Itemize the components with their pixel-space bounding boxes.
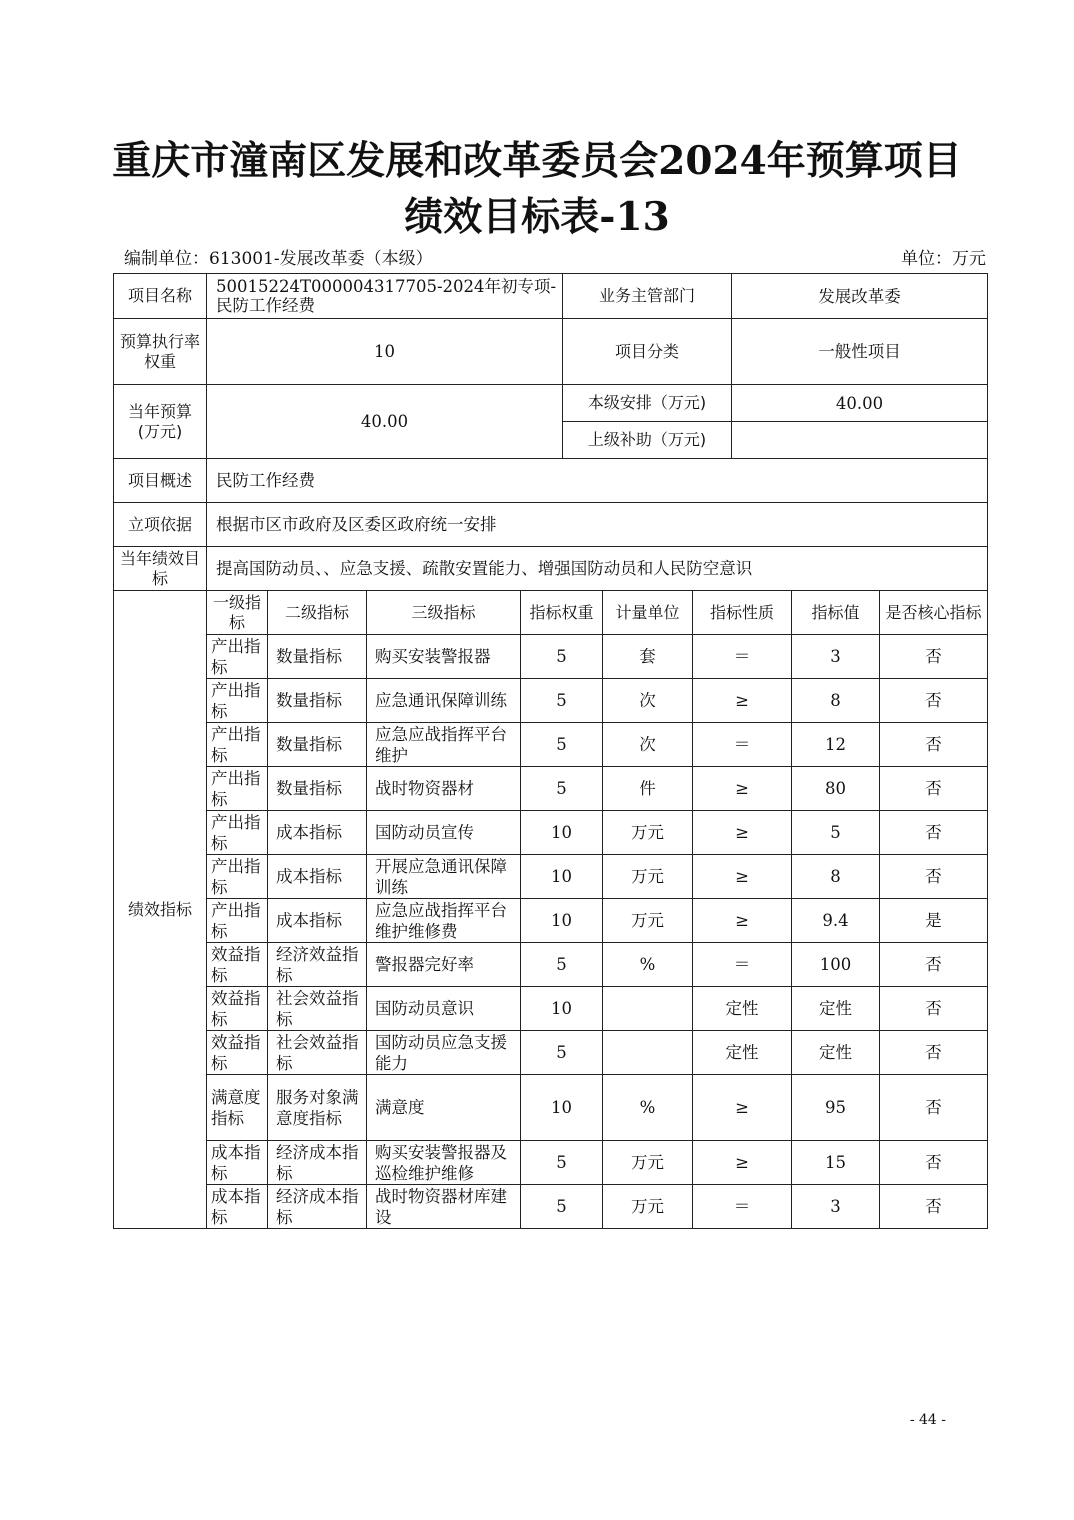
cell-core: 否 [880,855,988,899]
column-header: 指标值 [792,591,880,635]
cell-level2: 成本指标 [268,855,367,899]
cell-value: 8 [792,855,880,899]
cell-weight: 5 [521,1185,603,1229]
cell-unit: 件 [603,767,693,811]
dept-label: 业务主管部门 [563,274,732,319]
cell-level2: 经济成本指标 [268,1141,367,1185]
cell-level1: 产出指标 [207,855,268,899]
project-name-label: 项目名称 [114,274,207,319]
cell-weight: 5 [521,635,603,679]
cell-weight: 10 [521,987,603,1031]
cell-core: 否 [880,1185,988,1229]
cell-weight: 5 [521,1031,603,1075]
cell-level1: 产出指标 [207,899,268,943]
cell-level3: 国防动员应急支援能力 [367,1031,521,1075]
table-row [114,943,988,987]
cell-core: 否 [880,1075,988,1141]
cell-weight: 10 [521,811,603,855]
column-header: 二级指标 [268,591,367,635]
cell-core: 否 [880,987,988,1031]
cell-unit: 万元 [603,899,693,943]
compiling-unit: 编制单位：613001-发展改革委（本级） [124,249,433,269]
cell-weight: 5 [521,1141,603,1185]
cell-core: 否 [880,679,988,723]
cell-unit: 万元 [603,855,693,899]
cell-value: 9.4 [792,899,880,943]
cell-unit: 万元 [603,1185,693,1229]
cell-nature: ≥ [693,1141,792,1185]
cell-level2: 成本指标 [268,899,367,943]
cell-nature: ≥ [693,855,792,899]
cell-level3: 开展应急通讯保障训练 [367,855,521,899]
cell-core: 否 [880,635,988,679]
budget-value: 40.00 [207,385,563,459]
column-header: 计量单位 [603,591,693,635]
cell-nature: ≥ [693,899,792,943]
column-header: 一级指标 [207,591,268,635]
cell-unit: 次 [603,723,693,767]
table-row [114,1185,988,1229]
cell-value: 5 [792,811,880,855]
cell-level2: 经济效益指标 [268,943,367,987]
basis-value: 根据市区市政府及区委区政府统一安排 [207,503,988,547]
cell-level3: 国防动员意识 [367,987,521,1031]
cell-level2: 社会效益指标 [268,987,367,1031]
cell-weight: 5 [521,679,603,723]
cell-weight: 10 [521,1075,603,1141]
cell-weight: 10 [521,855,603,899]
cell-value: 100 [792,943,880,987]
performance-indicators-table [113,590,988,1229]
category-value: 一般性项目 [732,319,988,385]
cell-nature: ≥ [693,1075,792,1141]
cell-core: 否 [880,767,988,811]
cell-level3: 购买安装警报器 [367,635,521,679]
cell-core: 否 [880,1031,988,1075]
upper-subsidy-label: 上级补助（万元) [563,422,732,459]
cell-value: 3 [792,1185,880,1229]
column-header: 是否核心指标 [880,591,988,635]
column-header: 指标权重 [521,591,603,635]
exec-weight-value: 10 [207,319,563,385]
table-row [114,811,988,855]
project-name: 50015224T000004317705-2024年初专项-民防工作经费 [207,274,563,319]
cell-level2: 服务对象满意度指标 [268,1075,367,1141]
cell-nature: 定性 [693,987,792,1031]
project-info-table [113,273,988,591]
table-row [114,1031,988,1075]
cell-nature: ＝ [693,943,792,987]
overview-label: 项目概述 [114,459,207,503]
section-label: 绩效指标 [114,591,207,1229]
indicator-header-row [114,591,988,635]
page-number: - 44 - [909,1412,946,1428]
cell-level2: 数量指标 [268,767,367,811]
cell-level3: 战时物资器材 [367,767,521,811]
cell-level1: 成本指标 [207,1141,268,1185]
cell-level1: 产出指标 [207,723,268,767]
cell-weight: 10 [521,899,603,943]
currency-unit: 单位：万元 [901,249,986,269]
cell-value: 12 [792,723,880,767]
cell-level1: 成本指标 [207,1185,268,1229]
cell-level2: 成本指标 [268,811,367,855]
cell-level3: 应急应战指挥平台维护 [367,723,521,767]
category-label: 项目分类 [563,319,732,385]
cell-level1: 产出指标 [207,679,268,723]
table-row [114,987,988,1031]
cell-value: 3 [792,635,880,679]
cell-level1: 效益指标 [207,987,268,1031]
document-title-line2: 绩效目标表-13 [404,194,670,240]
cell-unit: 万元 [603,1141,693,1185]
cell-level3: 应急通讯保障训练 [367,679,521,723]
cell-unit: 万元 [603,811,693,855]
cell-nature: ≥ [693,679,792,723]
budget-label: 当年预算(万元) [114,385,207,459]
cell-level2: 数量指标 [268,635,367,679]
cell-nature: 定性 [693,1031,792,1075]
cell-nature: ＝ [693,723,792,767]
table-row [114,899,988,943]
cell-core: 否 [880,811,988,855]
cell-level3: 战时物资器材库建设 [367,1185,521,1229]
cell-core: 否 [880,943,988,987]
cell-nature: ＝ [693,635,792,679]
table-row [114,1075,988,1141]
dept-value: 发展改革委 [732,274,988,319]
cell-level3: 应急应战指挥平台维护维修费 [367,899,521,943]
table-row [114,635,988,679]
document-title-line1: 重庆市潼南区发展和改革委员会2024年预算项目 [112,138,962,184]
cell-unit: % [603,943,693,987]
cell-unit [603,1031,693,1075]
cell-unit [603,987,693,1031]
cell-unit: 套 [603,635,693,679]
cell-level1: 满意度指标 [207,1075,268,1141]
cell-level2: 数量指标 [268,723,367,767]
cell-nature: ≥ [693,811,792,855]
exec-weight-label: 预算执行率权重 [114,319,207,385]
cell-core: 是 [880,899,988,943]
cell-weight: 5 [521,943,603,987]
basis-label: 立项依据 [114,503,207,547]
table-row [114,723,988,767]
cell-value: 定性 [792,987,880,1031]
own-funding-value: 40.00 [732,385,988,422]
upper-subsidy-value [732,422,988,459]
cell-level1: 产出指标 [207,635,268,679]
cell-level2: 数量指标 [268,679,367,723]
cell-level3: 满意度 [367,1075,521,1141]
own-funding-label: 本级安排（万元) [563,385,732,422]
column-header: 指标性质 [693,591,792,635]
cell-nature: ＝ [693,1185,792,1229]
goal-label: 当年绩效目标 [114,547,207,591]
cell-nature: ≥ [693,767,792,811]
column-header: 三级指标 [367,591,521,635]
cell-level2: 社会效益指标 [268,1031,367,1075]
table-row [114,1141,988,1185]
cell-level3: 警报器完好率 [367,943,521,987]
cell-core: 否 [880,723,988,767]
cell-value: 15 [792,1141,880,1185]
cell-weight: 5 [521,723,603,767]
table-row [114,855,988,899]
cell-value: 定性 [792,1031,880,1075]
table-row [114,767,988,811]
cell-value: 8 [792,679,880,723]
cell-unit: 次 [603,679,693,723]
goal-value: 提高国防动员、、应急支援、疏散安置能力、增强国防动员和人民防空意识 [207,547,988,591]
cell-level1: 效益指标 [207,1031,268,1075]
overview-value: 民防工作经费 [207,459,988,503]
table-row [114,679,988,723]
cell-level2: 经济成本指标 [268,1185,367,1229]
cell-level1: 效益指标 [207,943,268,987]
cell-level3: 购买安装警报器及巡检维护维修 [367,1141,521,1185]
cell-level1: 产出指标 [207,767,268,811]
cell-level3: 国防动员宣传 [367,811,521,855]
cell-value: 95 [792,1075,880,1141]
cell-level1: 产出指标 [207,811,268,855]
cell-unit: % [603,1075,693,1141]
cell-value: 80 [792,767,880,811]
cell-core: 否 [880,1141,988,1185]
cell-weight: 5 [521,767,603,811]
